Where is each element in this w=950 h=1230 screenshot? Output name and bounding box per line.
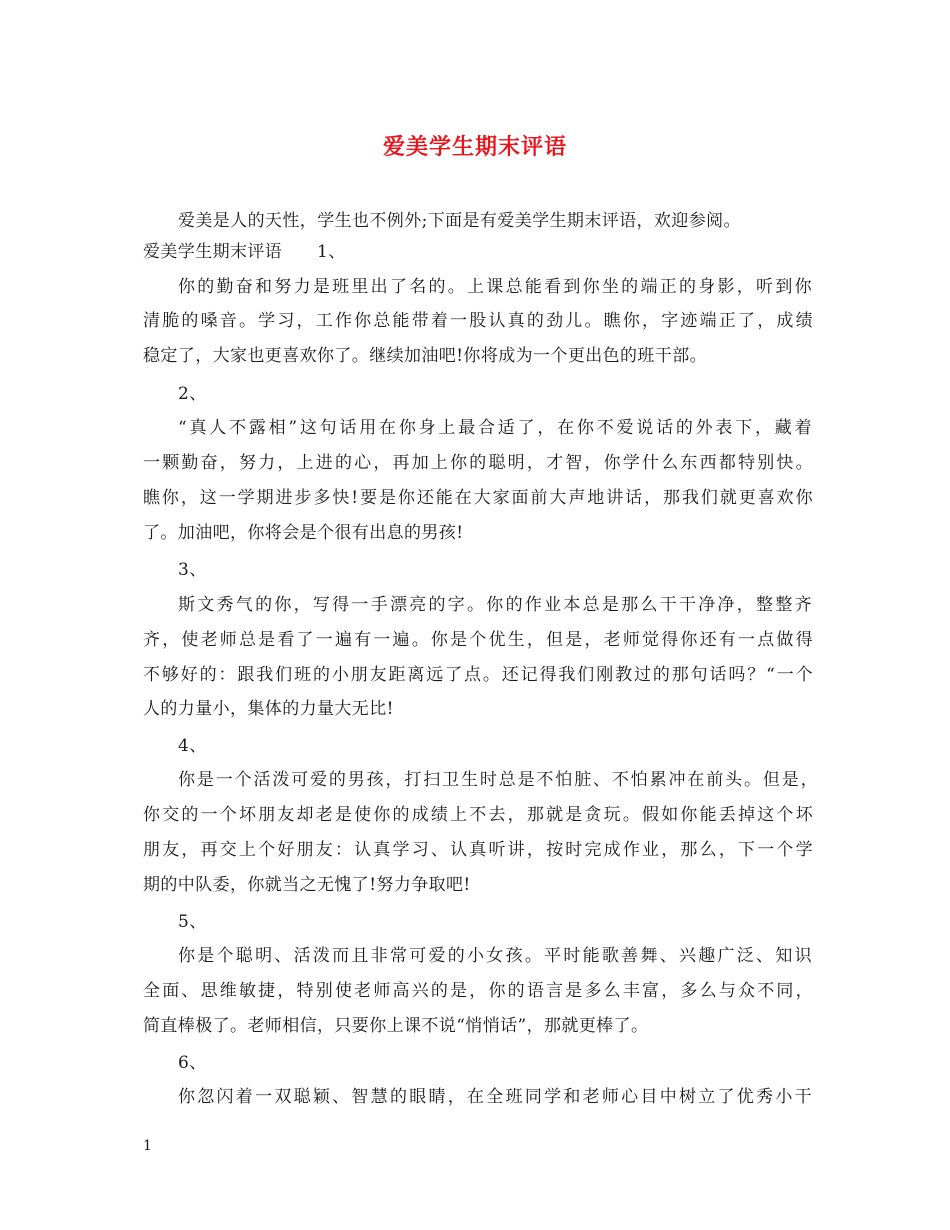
comment-5-line-2: 全面、思维敏捷，特别使老师高兴的是，你的语言是多么丰富，多么与众不同，	[143, 981, 813, 1001]
comment-2-line-1: “真人不露相”这句话用在你身上最合适了，在你不爱说话的外表下，藏着	[178, 418, 812, 438]
comment-3-line-3: 不够好的：跟我们班的小朋友距离远了点。还记得我们刚教过的那句话吗？“一个	[143, 665, 813, 685]
comment-4-line-1: 你是一个活泼可爱的男孩，打扫卫生时总是不怕脏、不怕累冲在前头。但是，	[178, 770, 818, 790]
document-title: 爱美学生期末评语	[382, 134, 567, 160]
comment-4-line-2: 你交的一个坏朋友却老是使你的成绩上不去，那就是贪玩。假如你能丢掉这个坏	[143, 805, 813, 825]
comment-2-line-4: 了。加油吧，你将会是个很有出息的男孩!	[143, 523, 464, 543]
comment-5-line-3: 简直棒极了。老师相信，只要你上课不说“悄悄话”，那就更棒了。	[143, 1016, 649, 1036]
comment-4-number: 4、	[178, 736, 207, 756]
comment-3-line-2: 齐，使老师总是看了一遍有一遍。你是个优生，但是，老师觉得你还有一点做得	[143, 630, 813, 650]
comment-2-number: 2、	[178, 384, 207, 404]
comment-3-line-4: 人的力量小，集体的力量大无比!	[143, 699, 394, 719]
intro-paragraph: 爱美是人的天性，学生也不例外;下面是有爱美学生期末评语，欢迎参阅。	[178, 211, 741, 231]
comment-2-line-2: 一颗勤奋，努力，上进的心，再加上你的聪明，才智，你学什么东西都特别快。	[143, 453, 813, 473]
comment-3-number: 3、	[178, 560, 207, 580]
comment-4-line-4: 期的中队委，你就当之无愧了!努力争取吧!	[143, 875, 471, 895]
comment-6-line-1: 你忽闪着一双聪颖、智慧的眼睛，在全班同学和老师心目中树立了优秀小干	[178, 1087, 812, 1107]
comment-1-line-1: 你的勤奋和努力是班里出了名的。上课总能看到你坐的端正的身影，听到你	[178, 277, 812, 297]
section-heading: 爱美学生期末评语 1、	[143, 242, 346, 262]
comment-1-line-3: 稳定了，大家也更喜欢你了。继续加油吧!你将成为一个更出色的班干部。	[143, 346, 708, 366]
comment-1-line-2: 清脆的嗓音。学习，工作你总能带着一股认真的劲儿。瞧你，字迹端正了，成绩	[143, 311, 813, 331]
comment-4-line-3: 朋友，再交上个好朋友：认真学习、认真听讲，按时完成作业，那么，下一个学	[143, 840, 813, 860]
comment-6-number: 6、	[178, 1053, 207, 1073]
comment-3-line-1: 斯文秀气的你，写得一手漂亮的字。你的作业本总是那么干干净净，整整齐	[178, 595, 812, 615]
comment-5-number: 5、	[178, 912, 207, 932]
comment-5-line-1: 你是个聪明、活泼而且非常可爱的小女孩。平时能歌善舞、兴趣广泛、知识	[178, 946, 812, 966]
comment-2-line-3: 瞧你，这一学期进步多快!要是你还能在大家面前大声地讲话，那我们就更喜欢你	[143, 488, 813, 508]
page-number: 1	[143, 1138, 152, 1154]
